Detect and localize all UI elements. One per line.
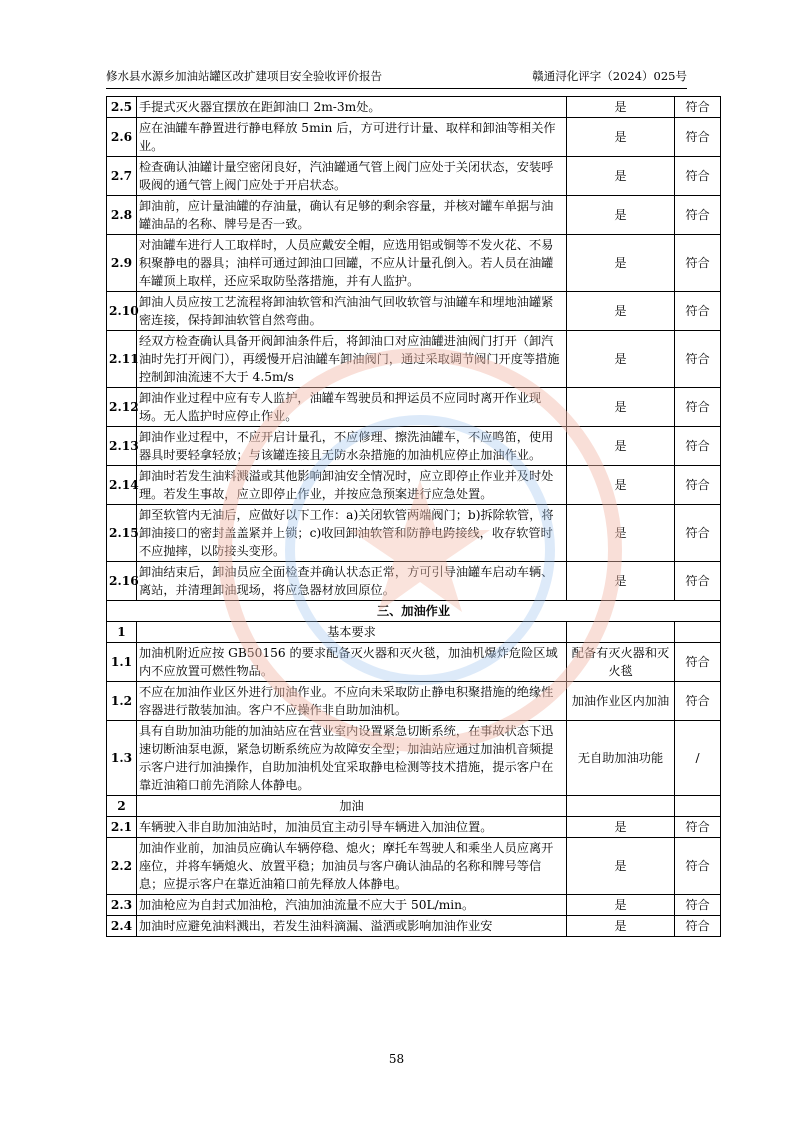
empty-cell <box>567 622 675 643</box>
conformity-verdict: 符合 <box>675 505 721 562</box>
empty-cell <box>567 796 675 817</box>
requirement-text: 具有自助加油功能的加油站应在营业室内设置紧急切断系统，在事故状态下迅速切断油泵电源，紧急切断系统应为故障安全型；加油站应通过加油机音频提示客户进行加油操作，自助加油机处宜采取静电检测等技术措施，提示客户在靠近油箱口前先消除人体静电。 <box>137 721 567 796</box>
conformity-verdict: 符合 <box>675 466 721 505</box>
requirement-text: 加油机附近应按 GB50156 的要求配备灭火器和灭火毯，加油机爆炸危险区域内不应放置可燃性物品。 <box>137 643 567 682</box>
row-number: 2.12 <box>107 388 137 427</box>
table-row <box>107 466 721 505</box>
conformity-verdict: 符合 <box>675 643 721 682</box>
empty-cell <box>675 622 721 643</box>
header-rule <box>106 88 687 89</box>
inspection-result: 是 <box>567 895 675 916</box>
requirement-text: 检查确认油罐计量空密闭良好，汽油罐通气管上阀门应处于关闭状态，安装呼吸阀的通气管上阀门应处于开启状态。 <box>137 157 567 196</box>
table-row <box>107 97 721 118</box>
requirement-text: 不应在加油作业区外进行加油作业。不应向未采取防止静电积聚措施的绝缘性容器进行散装加油。客户不应操作非自助加油机。 <box>137 682 567 721</box>
inspection-result: 是 <box>567 505 675 562</box>
inspection-result: 是 <box>567 916 675 937</box>
subsection-row <box>107 796 721 817</box>
requirement-text: 卸油结束后，卸油员应全面检查并确认状态正常，方可引导油罐车启动车辆、离站，并清理卸油现场，将应急器材放回原位。 <box>137 562 567 601</box>
requirement-text: 卸油作业过程中，不应开启计量孔，不应修理、擦洗油罐车，不应鸣笛，使用器具时要轻拿轻放；与该罐连接且无防水杂措施的加油机应停止加油作业。 <box>137 427 567 466</box>
conformity-verdict: 符合 <box>675 196 721 235</box>
subsection-row <box>107 622 721 643</box>
table-row <box>107 388 721 427</box>
requirement-text: 车辆驶入非自助加油站时，加油员宜主动引导车辆进入加油位置。 <box>137 817 567 838</box>
requirement-text: 加油时应避免油料溅出，若发生油料滴漏、溢洒或影响加油作业安 <box>137 916 567 937</box>
inspection-result: 是 <box>567 466 675 505</box>
table-row <box>107 292 721 331</box>
row-number: 2.5 <box>107 97 137 118</box>
conformity-verdict: 符合 <box>675 562 721 601</box>
row-number: 2.8 <box>107 196 137 235</box>
page-number: 58 <box>388 1052 405 1066</box>
row-number: 2.6 <box>107 118 137 157</box>
table-row <box>107 331 721 388</box>
table-row <box>107 118 721 157</box>
conformity-verdict: 符合 <box>675 427 721 466</box>
conformity-verdict: 符合 <box>675 97 721 118</box>
inspection-result: 配备有灭火器和灭火毯 <box>567 643 675 682</box>
row-number: 2.9 <box>107 235 137 292</box>
subsection-number: 1 <box>107 622 137 643</box>
table-row <box>107 895 721 916</box>
report-number: 赣通浔化评字（2024）025号 <box>532 69 687 83</box>
inspection-result: 是 <box>567 235 675 292</box>
conformity-verdict: 符合 <box>675 235 721 292</box>
table-row <box>107 838 721 895</box>
row-number: 2.3 <box>107 895 137 916</box>
requirement-text: 卸油时若发生油料溅溢或其他影响卸油安全情况时，应立即停止作业并及时处理。若发生事故，应立即停止作业，并按应急预案进行应急处置。 <box>137 466 567 505</box>
table-row <box>107 157 721 196</box>
inspection-result: 是 <box>567 331 675 388</box>
inspection-result: 是 <box>567 196 675 235</box>
table-row <box>107 427 721 466</box>
conformity-verdict: 符合 <box>675 331 721 388</box>
conformity-verdict: / <box>675 721 721 796</box>
table-row <box>107 235 721 292</box>
table-row <box>107 682 721 721</box>
row-number: 2.16 <box>107 562 137 601</box>
row-number: 2.15 <box>107 505 137 562</box>
conformity-verdict: 符合 <box>675 895 721 916</box>
subsection-title: 基本要求 <box>137 622 567 643</box>
table-row <box>107 505 721 562</box>
inspection-result: 是 <box>567 817 675 838</box>
requirement-text: 经双方检查确认具备开阀卸油条件后，将卸油口对应油罐进油阀门打开（卸汽油时先打开阀门），再缓慢开启油罐车卸油阀门，通过采取调节阀门开度等措施控制卸油流速不大于 4.5m/s <box>137 331 567 388</box>
table-row <box>107 817 721 838</box>
checklist-table <box>106 96 721 937</box>
section-title: 三、加油作业 <box>107 601 721 622</box>
requirement-text: 卸油作业过程中应有专人监护，油罐车驾驶员和押运员不应同时离开作业现场。无人监护时应停止作业。 <box>137 388 567 427</box>
row-number: 2.1 <box>107 817 137 838</box>
row-number: 2.7 <box>107 157 137 196</box>
requirement-text: 手提式灭火器宜摆放在距卸油口 2m-3m处。 <box>137 97 567 118</box>
inspection-result: 是 <box>567 562 675 601</box>
table-row <box>107 721 721 796</box>
table-row <box>107 196 721 235</box>
row-number: 2.10 <box>107 292 137 331</box>
report-title: 修水县水源乡加油站罐区改扩建项目安全验收评价报告 <box>106 69 382 83</box>
requirement-text: 加油作业前，加油员应确认车辆停稳、熄火；摩托车驾驶人和乘坐人员应离开座位，并将车辆熄火、放置平稳；加油员与客户确认油品的名称和牌号等信息；应提示客户在靠近油箱口前先释放人体静电。 <box>137 838 567 895</box>
row-number: 2.4 <box>107 916 137 937</box>
conformity-verdict: 符合 <box>675 388 721 427</box>
conformity-verdict: 符合 <box>675 292 721 331</box>
inspection-result: 是 <box>567 292 675 331</box>
inspection-result: 是 <box>567 118 675 157</box>
row-number: 1.2 <box>107 682 137 721</box>
requirement-text: 卸油前，应计量油罐的存油量，确认有足够的剩余容量，并核对罐车单据与油罐油品的名称、牌号是否一致。 <box>137 196 567 235</box>
inspection-result: 是 <box>567 838 675 895</box>
requirement-text: 卸油人员应按工艺流程将卸油软管和汽油油气回收软管与油罐车和埋地油罐紧密连接，保持卸油软管自然弯曲。 <box>137 292 567 331</box>
table-row <box>107 916 721 937</box>
section-header-row <box>107 601 721 622</box>
row-number: 2.14 <box>107 466 137 505</box>
table-row <box>107 643 721 682</box>
row-number: 2.11 <box>107 331 137 388</box>
subsection-title: 加油 <box>137 796 567 817</box>
subsection-number: 2 <box>107 796 137 817</box>
conformity-verdict: 符合 <box>675 118 721 157</box>
requirement-text: 加油枪应为自封式加油枪，汽油加油流量不应大于 50L/min。 <box>137 895 567 916</box>
empty-cell <box>675 796 721 817</box>
checklist-body <box>107 97 721 937</box>
table-row <box>107 562 721 601</box>
conformity-verdict: 符合 <box>675 682 721 721</box>
row-number: 1.1 <box>107 643 137 682</box>
row-number: 1.3 <box>107 721 137 796</box>
requirement-text: 对油罐车进行人工取样时，人员应戴安全帽，应选用铝或铜等不发火花、不易积聚静电的器具；油样可通过卸油口回罐，不应从计量孔倒入。若人员在油罐车罐顶上取样，还应采取防坠落措施，并有人监护。 <box>137 235 567 292</box>
inspection-result: 是 <box>567 388 675 427</box>
requirement-text: 卸至软管内无油后，应做好以下工作：a)关闭软管两端阀门；b)拆除软管，将卸油接口的密封盖盖紧并上锁；c)收回卸油软管和防静电跨接线，收存软管时不应抛摔，以防接头变形。 <box>137 505 567 562</box>
requirement-text: 应在油罐车静置进行静电释放 5min 后，方可进行计量、取样和卸油等相关作业。 <box>137 118 567 157</box>
inspection-result: 加油作业区内加油 <box>567 682 675 721</box>
inspection-result: 是 <box>567 97 675 118</box>
inspection-result: 是 <box>567 157 675 196</box>
row-number: 2.2 <box>107 838 137 895</box>
page-header <box>106 66 687 88</box>
inspection-result: 无自助加油功能 <box>567 721 675 796</box>
conformity-verdict: 符合 <box>675 157 721 196</box>
conformity-verdict: 符合 <box>675 817 721 838</box>
row-number: 2.13 <box>107 427 137 466</box>
inspection-result: 是 <box>567 427 675 466</box>
conformity-verdict: 符合 <box>675 838 721 895</box>
conformity-verdict: 符合 <box>675 916 721 937</box>
